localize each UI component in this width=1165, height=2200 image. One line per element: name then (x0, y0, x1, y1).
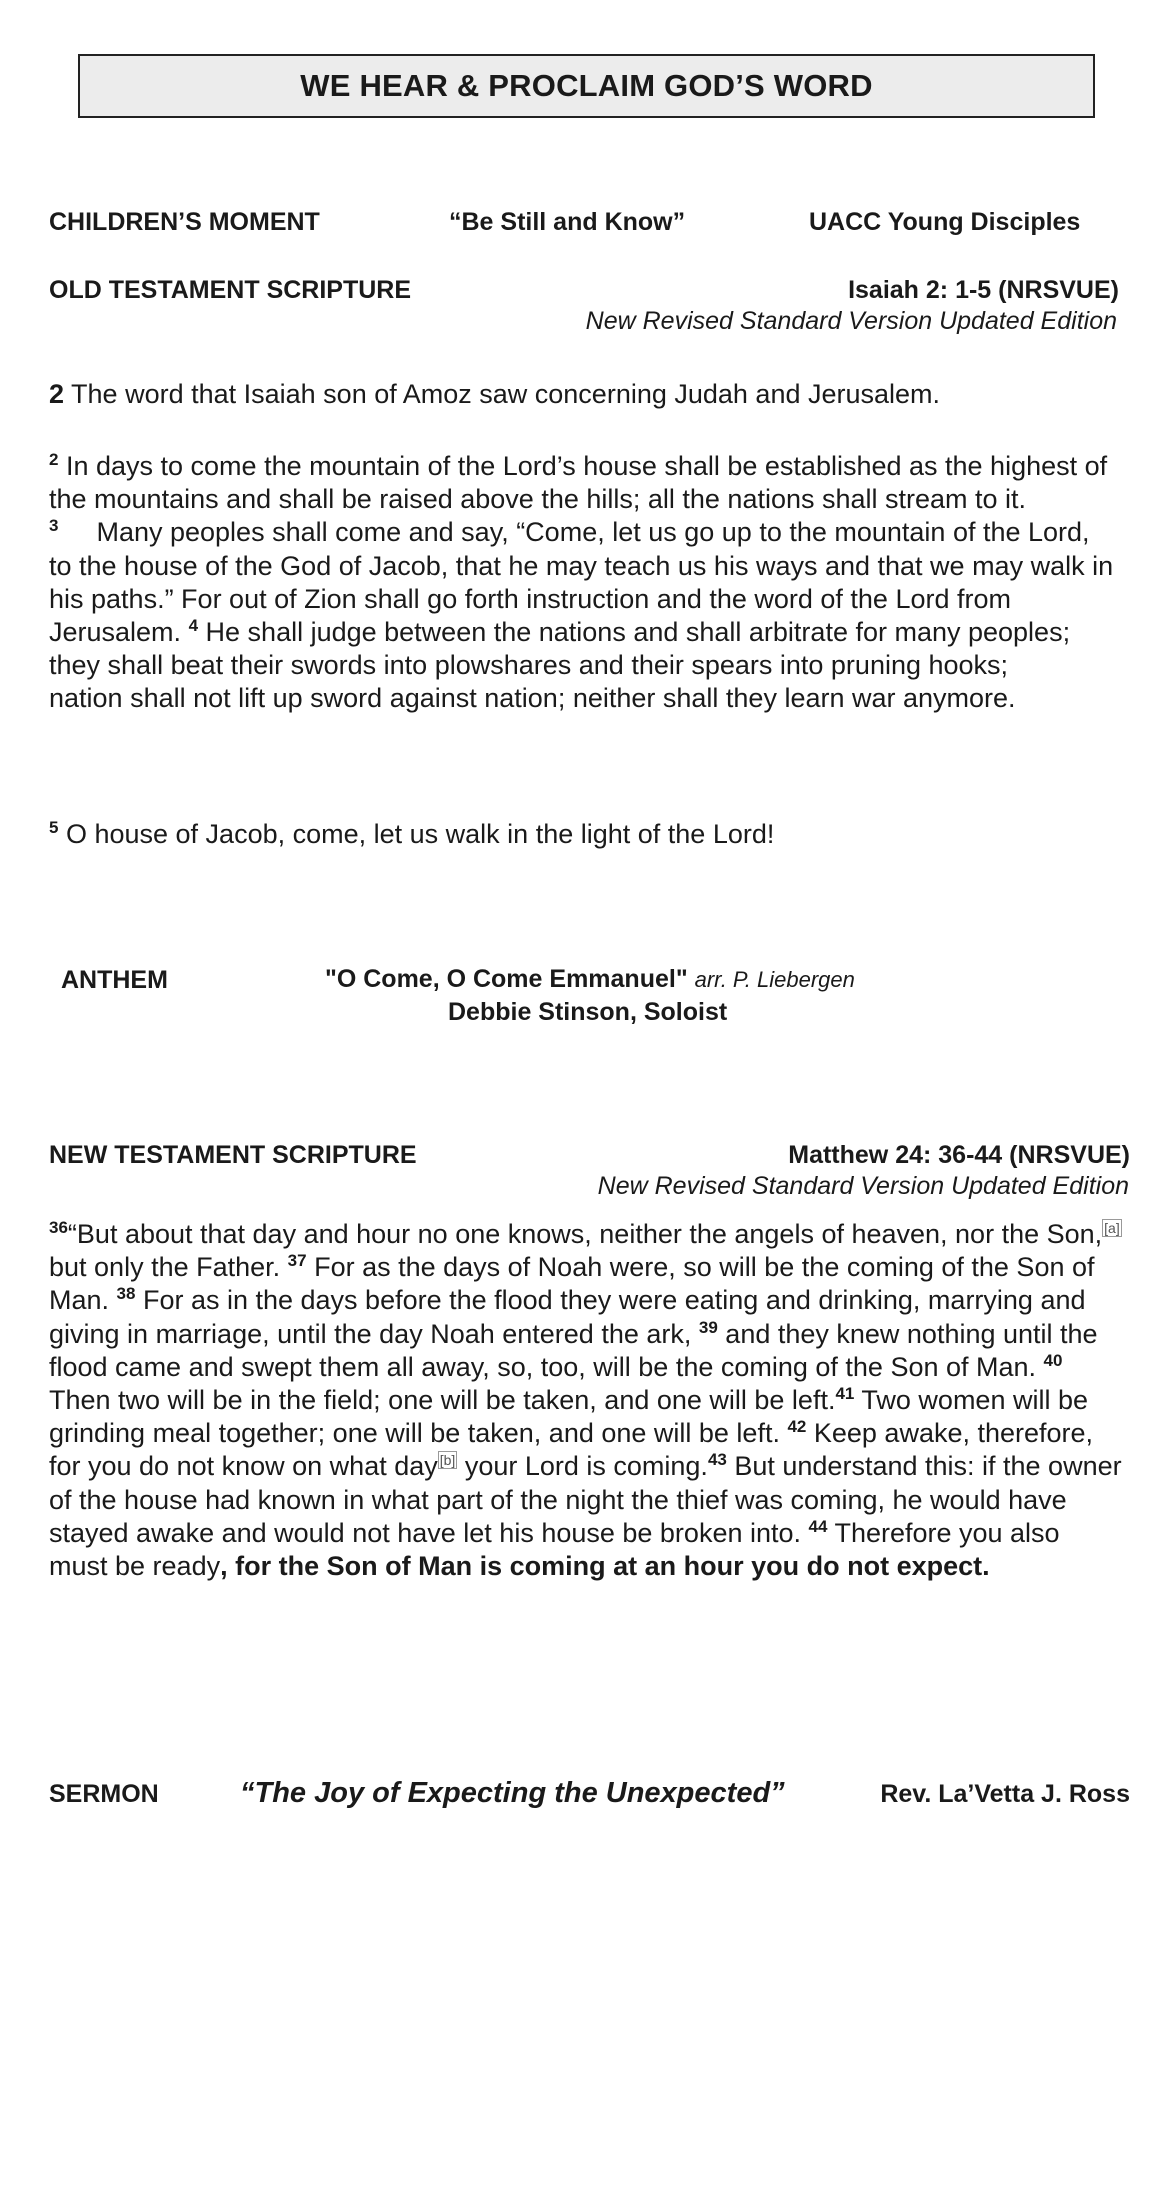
verse-text-emphasis: , for the Son of Man is coming at an hour you do not expect. (220, 1551, 990, 1582)
verse-text: Then two will be in the field; one will be taken, and one will be left. (49, 1385, 836, 1416)
verse-text: nation shall not lift up sword against nation; neither shall they learn war anymore. (49, 683, 1016, 714)
verse-number: 3 (49, 516, 59, 536)
sermon-close-quote: ” (770, 1777, 785, 1809)
verse-text: “But about that day and hour no one knows, neither the angels of heaven, nor the Son, (67, 1219, 1103, 1249)
verse-number: 42 (787, 1417, 807, 1437)
verse-text: But understand this: if the owner of the house had known in what part of the night the thief was coming, he would have stayed awake and would not have let his house be broken into. (49, 1451, 1122, 1548)
verse-number: 44 (808, 1516, 828, 1536)
verse-number: 4 (188, 616, 199, 636)
verse-text: Keep awake, therefore, for you do not know on what day (49, 1418, 1094, 1482)
section-header (78, 54, 1095, 118)
verse-text: Therefore you also must be ready (49, 1517, 1060, 1582)
verse-number: 2 (49, 450, 59, 469)
verse-text: For as the days of Noah were, so will be the coming of the Son of Man. (49, 1252, 1095, 1316)
verse-number: 37 (287, 1251, 307, 1271)
verse-number: 43 (707, 1450, 727, 1470)
footnote-link-b[interactable]: [b] (439, 1452, 456, 1469)
sermon-preacher: Rev. La’Vetta J. Ross (880, 1780, 1130, 1808)
verse-text: O house of Jacob, come, let us walk in the light of the Lord! (58, 819, 775, 849)
verse-text: they shall beat their swords into plowshares and their spears into pruning hooks; (49, 650, 1009, 681)
verse-text: In days to come the mountain of the Lord’s house shall be established as the highest of the mountains and shall be raised above the hills; all the nations shall stream to it. (49, 451, 1108, 515)
new-testament-version: New Revised Standard Version Updated Edition (597, 1172, 1129, 1200)
sermon-title-line (240, 1777, 785, 1810)
section-title: WE HEAR & PROCLAIM GOD’S WORD (300, 68, 873, 103)
old-testament-version: New Revised Standard Version Updated Edition (585, 307, 1117, 335)
verse-number: 39 (698, 1317, 718, 1337)
anthem-title: "O Come, O Come Emmanuel" (325, 965, 688, 993)
old-testament-label: OLD TESTAMENT SCRIPTURE (49, 276, 412, 304)
verse-number: 38 (116, 1284, 136, 1304)
verse-text: your Lord is coming. (457, 1451, 708, 1482)
childrens-moment-presenter: UACC Young Disciples (809, 208, 1081, 236)
verse-text: For as in the days before the flood they were eating and drinking, marrying and giving in marriage, until the day Noah entered the ark, (49, 1285, 1086, 1349)
verse-number: 5 (49, 818, 59, 837)
childrens-moment-label: CHILDREN’S MOMENT (49, 208, 320, 236)
verse-text: The word that Isaiah son of Amoz saw concerning Judah and Jerusalem. (64, 379, 941, 409)
anthem-soloist: Debbie Stinson, Soloist (448, 998, 728, 1026)
new-testament-label: NEW TESTAMENT SCRIPTURE (49, 1141, 417, 1169)
sermon-label: SERMON (49, 1780, 159, 1808)
new-testament-passage (49, 1218, 1124, 1583)
verse-number: 2 (49, 379, 65, 409)
footnote-link-a[interactable]: [a] (1104, 1220, 1120, 1236)
childrens-moment-title: “Be Still and Know” (449, 208, 686, 236)
anthem-title-line (325, 965, 855, 994)
old-testament-verse-2 (49, 378, 1129, 411)
old-testament-passage (49, 450, 1119, 716)
verse-text: Two women will be grinding meal together; one will be taken, and one will be left. (49, 1385, 1088, 1449)
old-testament-reference: Isaiah 2: 1-5 (NRSVUE) (848, 276, 1119, 304)
verse-number: 41 (835, 1384, 855, 1404)
anthem-arranger: arr. P. Liebergen (694, 967, 855, 992)
anthem-label: ANTHEM (61, 966, 168, 994)
sermon-open-quote: “ (240, 1777, 255, 1809)
verse-text: Many peoples shall come and say, “Come, let us go up to the mountain of the Lord, to the house of the God of Jacob, that he may teach us his ways and that we may walk in his paths.” For out of Zion shall go forth instruction and the word of the Lord from Jerusalem. (49, 517, 1114, 648)
verse-text: but only the Father. (49, 1252, 288, 1283)
verse-text: and they knew nothing until the flood came and swept them all away, so, too, will be the coming of the Son of Man. (49, 1318, 1098, 1382)
old-testament-verse-5 (49, 818, 1129, 851)
verse-text: He shall judge between the nations and shall arbitrate for many peoples; (198, 617, 1071, 648)
verse-number: 40 (1043, 1350, 1063, 1370)
new-testament-reference: Matthew 24: 36-44 (NRSVUE) (788, 1141, 1130, 1169)
verse-number: 36 (49, 1218, 68, 1237)
sermon-title: The Joy of Expecting the Unexpected (254, 1777, 771, 1809)
